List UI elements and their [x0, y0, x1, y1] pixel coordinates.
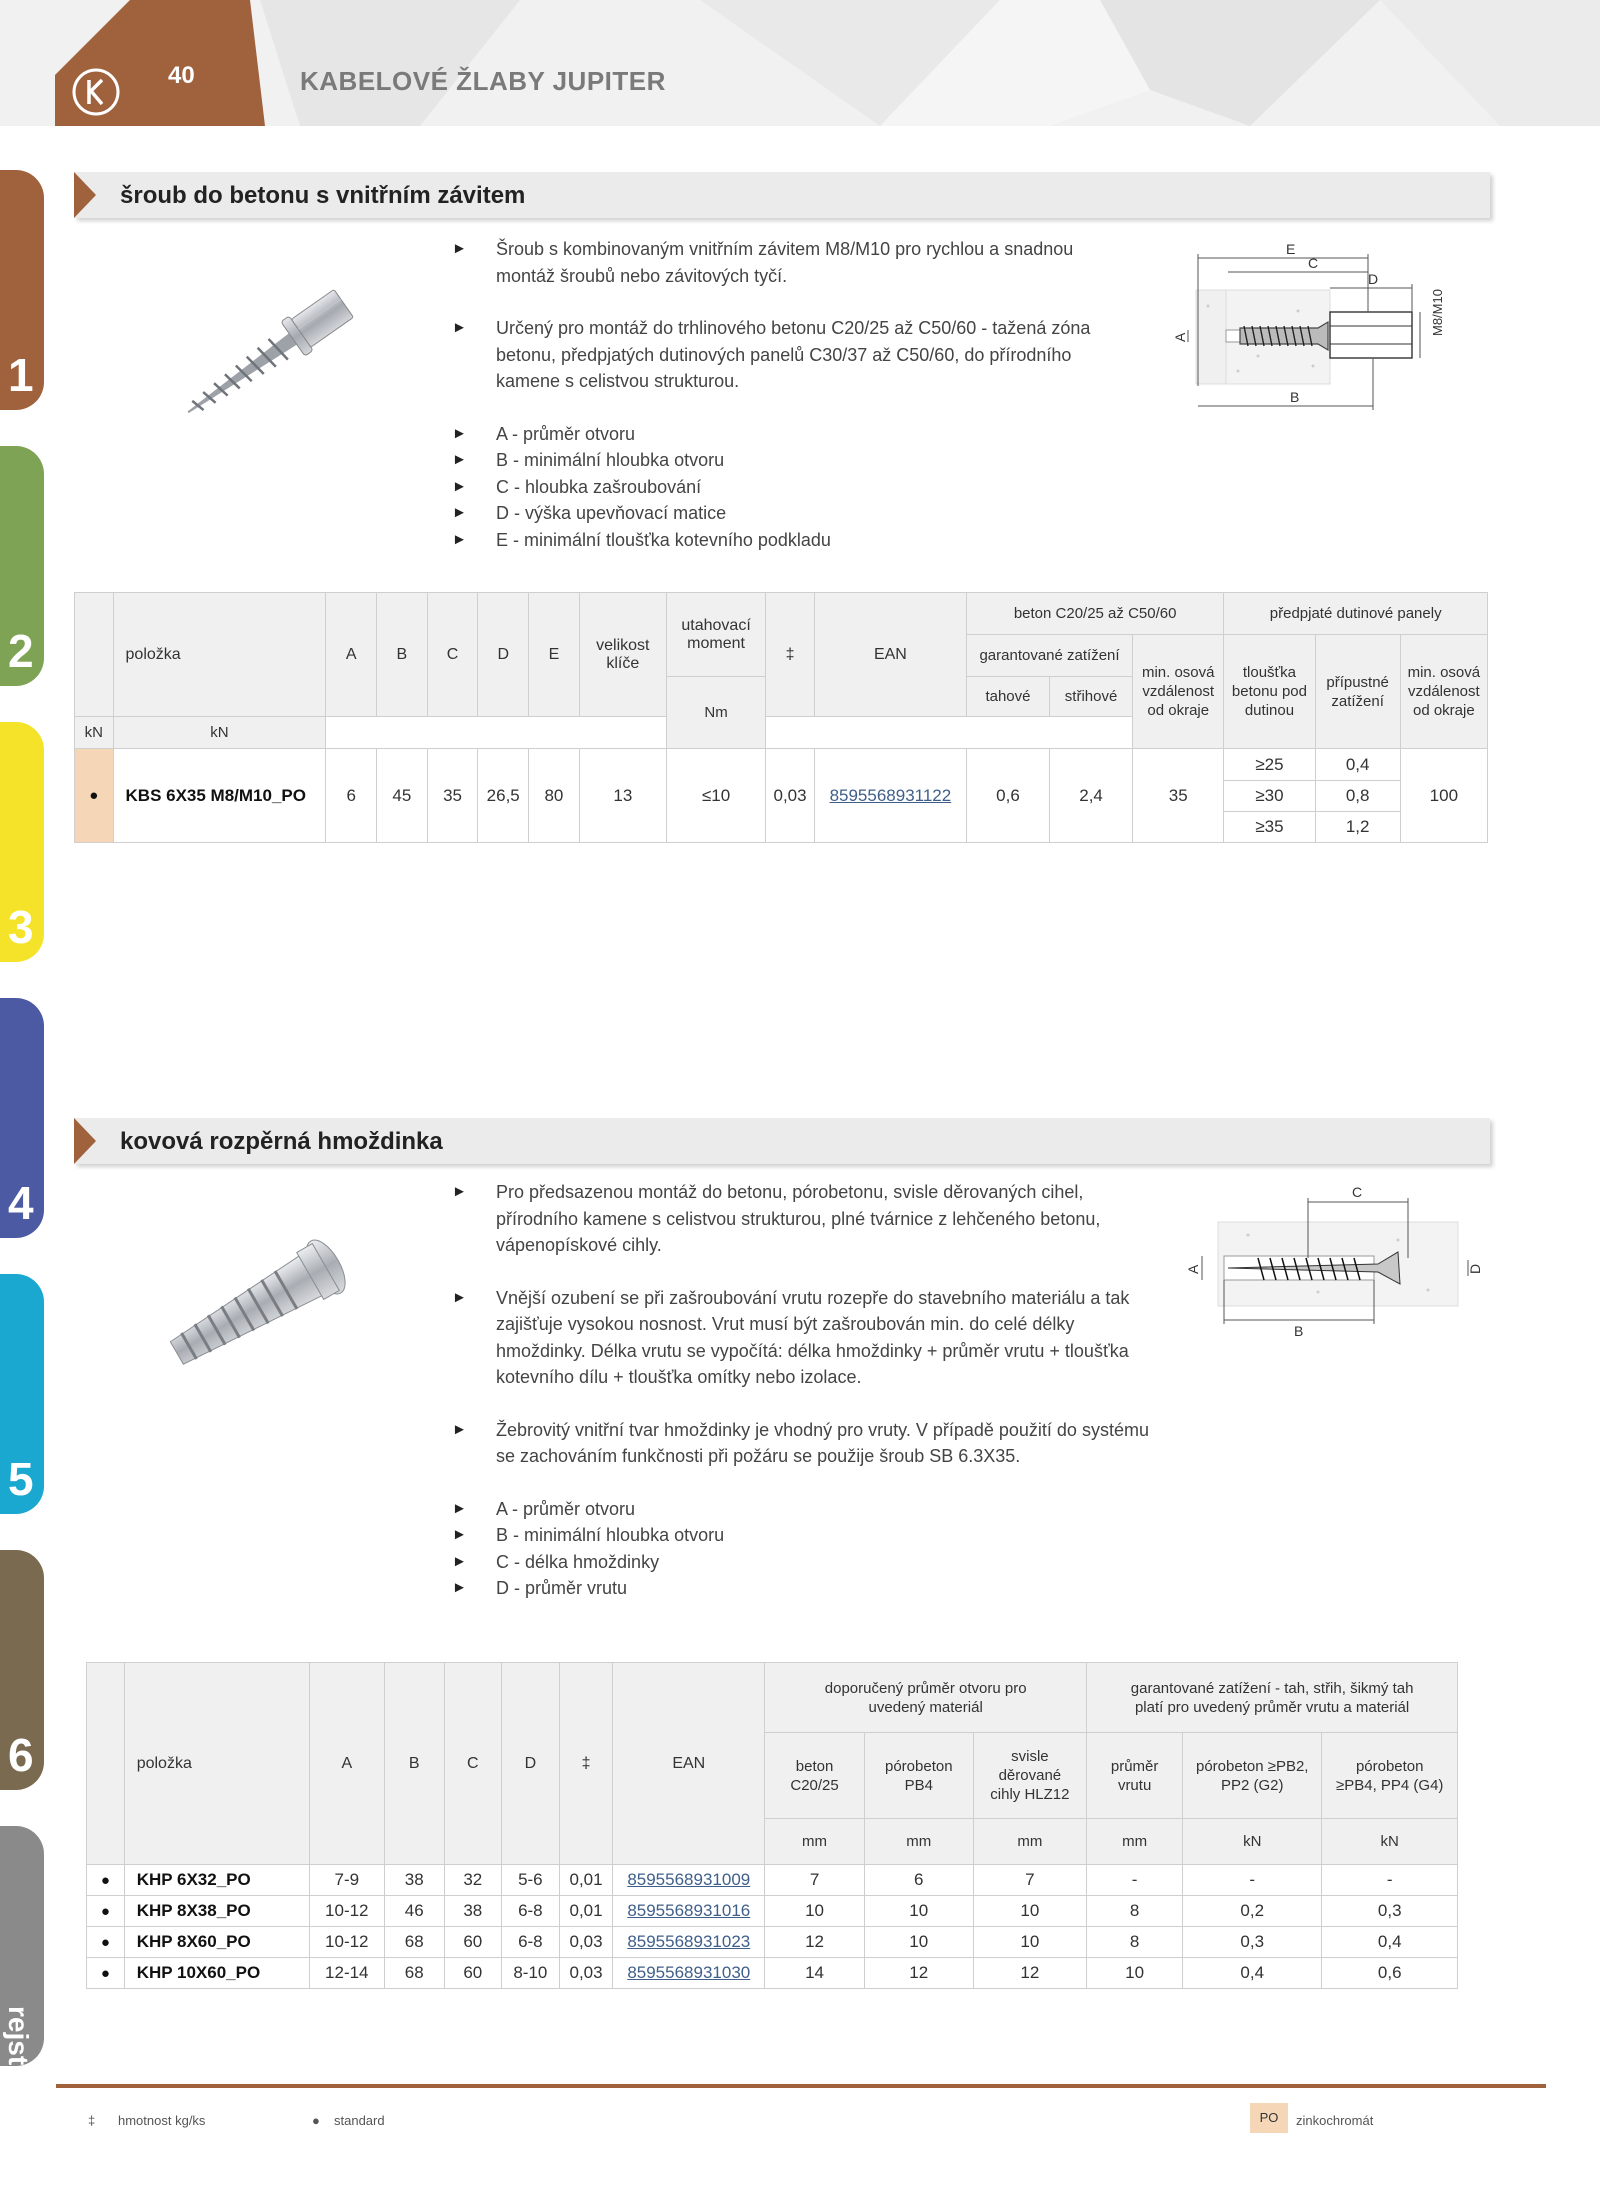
group-concrete: beton C20/25 až C50/60 [966, 593, 1223, 635]
dim-label-e: E [1286, 241, 1296, 257]
dim-label-d: D [1467, 1263, 1483, 1274]
cell-weight: 0,03 [559, 1958, 613, 1989]
cell-screw: 8 [1087, 1896, 1183, 1927]
cell-concrete: 12 [765, 1927, 865, 1958]
table-row [87, 1927, 1458, 1958]
cell-aerated: 10 [864, 1927, 973, 1958]
feature-item: ► Šroub s kombinovaným vnitřním závitem M8/M10 pro rychlou a snadnou montáž šroubů nebo závitových tyčí. [452, 236, 1102, 289]
dim-label-thread: M8/M10 [1430, 289, 1445, 336]
col-guaranteed-load: garantované zatížení [966, 635, 1132, 677]
col-torque: utahovací moment [666, 593, 765, 677]
cell-allowed-load: 1,2 [1315, 812, 1400, 843]
unit: kN [1183, 1819, 1322, 1865]
section-arrow-icon [74, 172, 96, 218]
dimension-legend-item: ► B - minimální hloubka otvoru [452, 447, 1102, 474]
dimension-legend-item: ► E - minimální tloušťka kotevního podkladu [452, 527, 1102, 554]
dim-label-b: B [1294, 1323, 1304, 1339]
ean-link[interactable]: 8595568931030 [613, 1958, 765, 1989]
expansion-anchor-dimension-diagram [1168, 1180, 1488, 1350]
cell-b: 68 [384, 1927, 444, 1958]
cell-c: 60 [444, 1927, 502, 1958]
col-ean: EAN [613, 1663, 765, 1865]
col-perforated-brick: svisle děrované cihly HLZ12 [973, 1733, 1087, 1819]
ean-link[interactable]: 8595568931122 [814, 749, 966, 843]
col-c: C [444, 1663, 502, 1865]
cell-d: 6-8 [502, 1896, 560, 1927]
col-min-edge-distance: min. osová vzdálenost od okraje [1133, 635, 1224, 749]
cell-d: 8-10 [502, 1958, 560, 1989]
cell-b: 38 [384, 1865, 444, 1896]
unit-kn: kN [113, 717, 326, 749]
expansion-anchor-features [452, 1179, 1152, 1602]
cell-pb2: 0,2 [1183, 1896, 1322, 1927]
product-code: KHP 6X32_PO [124, 1865, 309, 1896]
legend-standard-symbol: ● [312, 2113, 320, 2128]
dimension-legend-item: ► C - hloubka zašroubování [452, 474, 1102, 501]
cell-weight: 0,01 [559, 1896, 613, 1927]
dim-label-b: B [1290, 389, 1300, 405]
col-concrete-thickness: tloušťka betonu pod dutinou [1224, 635, 1315, 749]
cell-brick: 7 [973, 1865, 1087, 1896]
cell-pb4: 0,3 [1322, 1896, 1458, 1927]
dim-label-c: C [1308, 255, 1319, 271]
feature-item: ► Pro předsazenou montáž do betonu, pórobetonu, svisle děrovaných cihel, přírodního kamene s celistvou strukturou, plné tvárnice z lehčeného betonu, vápenopískové cihly. [452, 1179, 1152, 1259]
page-number: 40 [168, 62, 195, 89]
legend-weight-symbol: ‡ [88, 2113, 96, 2128]
cell-concrete: 10 [765, 1896, 865, 1927]
group-hollow-panels: předpjaté dutinové panely [1224, 593, 1488, 635]
cell-screw: 10 [1087, 1958, 1183, 1989]
concrete-screw-dimension-diagram [1168, 236, 1488, 416]
dimension-legend-item: ► A - průměr otvoru [452, 1496, 1152, 1523]
cell-b: 45 [377, 749, 428, 843]
cell-allowed-load: 0,8 [1315, 781, 1400, 812]
concrete-screw-image [150, 270, 390, 440]
dimension-legend-item: ► C - délka hmoždinky [452, 1549, 1152, 1576]
feature-item: ► Určený pro montáž do trhlinového betonu C20/25 až C50/60 - tažená zóna betonu, předpjatých dutinových panelů C30/37 až C50/60, do přírodního kamene s celistvou strukturou. [452, 315, 1102, 395]
cell-pb2: - [1183, 1865, 1322, 1896]
legend-weight-label: hmotnost kg/ks [118, 2113, 206, 2128]
col-item: položka [124, 1663, 309, 1865]
product-code: KHP 8X38_PO [124, 1896, 309, 1927]
cell-d: 6-8 [502, 1927, 560, 1958]
unit: mm [973, 1819, 1087, 1865]
dimension-legend-item: ► D - průměr vrutu [452, 1575, 1152, 1602]
col-item: položka [113, 593, 326, 717]
cell-pb4: 0,6 [1322, 1958, 1458, 1989]
table-row [87, 1958, 1458, 1989]
dim-label-a: A [1172, 332, 1188, 342]
col-b: B [377, 593, 428, 717]
tab-chapter-1[interactable]: 1 [0, 170, 44, 410]
standard-bullet: ● [87, 1927, 125, 1958]
cell-aerated: 12 [864, 1958, 973, 1989]
cell-c: 38 [444, 1896, 502, 1927]
cell-b: 46 [384, 1896, 444, 1927]
cell-weight: 0,03 [559, 1927, 613, 1958]
unit: mm [1087, 1819, 1183, 1865]
section-arrow-icon [74, 1118, 96, 1164]
cell-thickness: ≥35 [1224, 812, 1315, 843]
legend-po-badge: PO [1250, 2103, 1288, 2133]
cell-brick: 12 [973, 1958, 1087, 1989]
header-background [0, 0, 1600, 126]
col-weight: ‡ [559, 1663, 613, 1865]
cell-a: 6 [326, 749, 377, 843]
cell-weight: 0,01 [559, 1865, 613, 1896]
col-min-edge-distance-2: min. osová vzdálenost od okraje [1400, 635, 1487, 749]
standard-bullet: ● [87, 1958, 125, 1989]
section-title: šroub do betonu s vnitřním závitem [120, 182, 526, 209]
standard-bullet: ● [87, 1896, 125, 1927]
cell-shear: 2,4 [1050, 749, 1133, 843]
cell-screw: 8 [1087, 1927, 1183, 1958]
dim-label-d: D [1368, 271, 1379, 287]
col-pb2: pórobeton ≥PB2, PP2 (G2) [1183, 1733, 1322, 1819]
cell-concrete: 14 [765, 1958, 865, 1989]
product-code: KHP 8X60_PO [124, 1927, 309, 1958]
col-ean: EAN [814, 593, 966, 717]
col-b: B [384, 1663, 444, 1865]
tab-chapter-5[interactable]: 5 [0, 1274, 44, 1514]
ean-link[interactable]: 8595568931023 [613, 1927, 765, 1958]
unit: mm [864, 1819, 973, 1865]
col-key-size: velikost klíče [579, 593, 666, 717]
standard-bullet: ● [87, 1865, 125, 1896]
cell-a: 12-14 [309, 1958, 384, 1989]
dim-label-c: C [1352, 1184, 1363, 1200]
cell-min-edge-distance-2: 100 [1400, 749, 1487, 843]
unit-nm: Nm [666, 677, 765, 749]
cell-allowed-load: 0,4 [1315, 749, 1400, 781]
cell-a: 10-12 [309, 1927, 384, 1958]
cell-concrete: 7 [765, 1865, 865, 1896]
col-aerated-concrete: pórobeton PB4 [864, 1733, 973, 1819]
tab-index[interactable]: rejstřík [0, 1826, 44, 2066]
col-pb4: pórobeton ≥PB4, PP4 (G4) [1322, 1733, 1458, 1819]
table-row [87, 1896, 1458, 1927]
cell-screw: - [1087, 1865, 1183, 1896]
unit-kn: kN [75, 717, 114, 749]
col-screw-diameter: průměr vrutu [1087, 1733, 1183, 1819]
cell-tension: 0,6 [966, 749, 1049, 843]
cell-pb2: 0,4 [1183, 1958, 1322, 1989]
col-a: A [309, 1663, 384, 1865]
section-title: kovová rozpěrná hmoždinka [120, 1128, 443, 1155]
tab-chapter-2[interactable]: 2 [0, 446, 44, 686]
col-c: C [427, 593, 478, 717]
col-a: A [326, 593, 377, 717]
dimension-legend-item: ► D - výška upevňovací matice [452, 500, 1102, 527]
cell-brick: 10 [973, 1896, 1087, 1927]
concrete-screw-spec-table [74, 592, 1488, 843]
legend-po-label: zinkochromát [1296, 2113, 1374, 2128]
cell-key-size: 13 [579, 749, 666, 843]
section-header-expansion-anchor [74, 1118, 1490, 1164]
tab-chapter-6[interactable]: 6 [0, 1550, 44, 1790]
tab-chapter-4[interactable]: 4 [0, 998, 44, 1238]
cell-d: 5-6 [502, 1865, 560, 1896]
cell-c: 32 [444, 1865, 502, 1896]
ean-link[interactable]: 8595568931016 [613, 1896, 765, 1927]
col-e: E [529, 593, 580, 717]
dim-label-a: A [1185, 1264, 1201, 1274]
cell-torque: ≤10 [666, 749, 765, 843]
unit: mm [765, 1819, 865, 1865]
col-allowed-load: přípustné zatížení [1315, 635, 1400, 749]
col-concrete: beton C20/25 [765, 1733, 865, 1819]
col-weight: ‡ [766, 593, 815, 717]
expansion-anchor-spec-table [86, 1662, 1458, 1989]
cell-min-edge-distance: 35 [1133, 749, 1224, 843]
cell-thickness: ≥25 [1224, 749, 1315, 781]
cell-aerated: 10 [864, 1896, 973, 1927]
cell-b: 68 [384, 1958, 444, 1989]
cell-a: 7-9 [309, 1865, 384, 1896]
unit: kN [1322, 1819, 1458, 1865]
cell-e: 80 [529, 749, 580, 843]
feature-item: ► Žebrovitý vnitřní tvar hmoždinky je vhodný pro vruty. V případě použití do systému se zachováním funkčnosti při požáru se použije šroub SB 6.3X35. [452, 1417, 1152, 1470]
col-d: D [478, 593, 529, 717]
feature-item: ► Vnější ozubení se při zašroubování vrutu rozepře do stavebního materiálu a tak zajišťuje vysokou nosnost. Vrut musí být zašroubován min. do celé délky hmoždinky. Délka vrutu se vypočítá: délka hmoždinky + průměr vrutu + tloušťka kotevního dílu + tloušťka omítky nebo izolace. [452, 1285, 1152, 1391]
cell-brick: 10 [973, 1927, 1087, 1958]
concrete-screw-features [452, 236, 1102, 553]
cell-pb4: 0,4 [1322, 1927, 1458, 1958]
product-code: KBS 6X35 M8/M10_PO [113, 749, 326, 843]
col-shear: střihové [1050, 677, 1133, 717]
dimension-legend-item: ► A - průměr otvoru [452, 421, 1102, 448]
group-guaranteed-load: garantované zatížení - tah, střih, šikmý tah platí pro uvedený průměr vrutu a materiál [1087, 1663, 1458, 1733]
cell-c: 35 [427, 749, 478, 843]
col-d: D [502, 1663, 560, 1865]
cell-weight: 0,03 [766, 749, 815, 843]
cell-c: 60 [444, 1958, 502, 1989]
cell-pb4: - [1322, 1865, 1458, 1896]
cell-pb2: 0,3 [1183, 1927, 1322, 1958]
cell-d: 26,5 [478, 749, 529, 843]
standard-bullet: ● [75, 749, 114, 843]
cell-aerated: 6 [864, 1865, 973, 1896]
catalog-title: KABELOVÉ ŽLABY JUPITER [300, 66, 666, 96]
ean-link[interactable]: 8595568931009 [613, 1865, 765, 1896]
col-tension: tahové [966, 677, 1049, 717]
expansion-anchor-image [150, 1220, 370, 1390]
legend-standard-label: standard [334, 2113, 385, 2128]
cell-thickness: ≥30 [1224, 781, 1315, 812]
group-recommended-hole: doporučený průměr otvoru pro uvedený materiál [765, 1663, 1087, 1733]
product-code: KHP 10X60_PO [124, 1958, 309, 1989]
cell-a: 10-12 [309, 1896, 384, 1927]
footer-divider [56, 2084, 1546, 2088]
tab-chapter-3[interactable]: 3 [0, 722, 44, 962]
section-header-concrete-screw [74, 172, 1490, 218]
table-row [87, 1865, 1458, 1896]
dimension-legend-item: ► B - minimální hloubka otvoru [452, 1522, 1152, 1549]
